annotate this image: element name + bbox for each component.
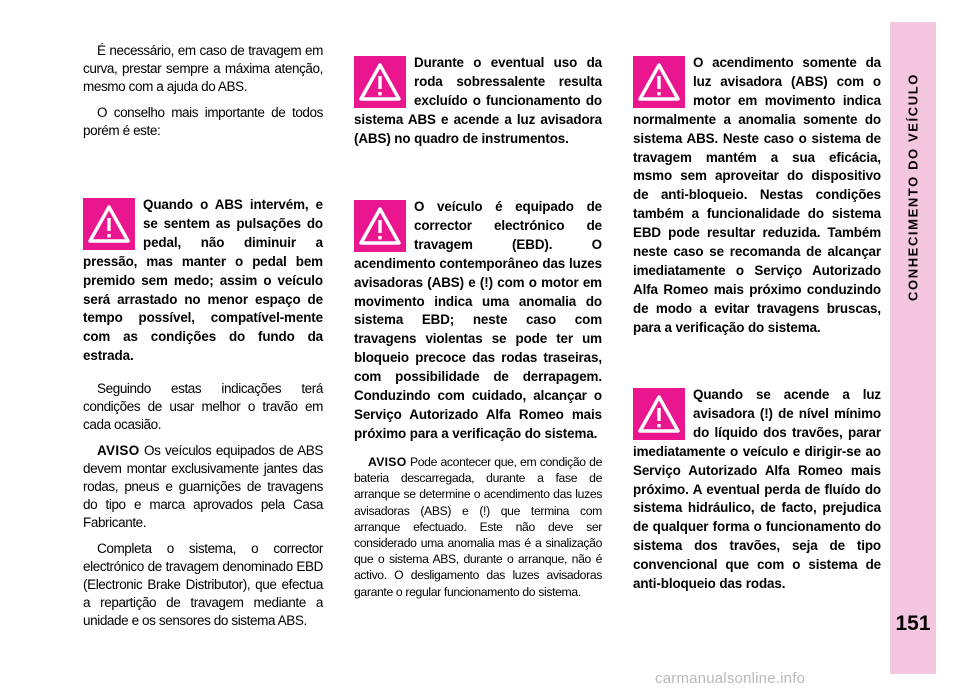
aviso-label: AVISO xyxy=(368,455,407,469)
aviso-text: Os veículos equipados de ABS devem montar exclusivamente jantes das rodas, pneus e guarnições de travagens do tipo e marca aprovados pela Casa Fabricante. xyxy=(83,443,323,530)
column-middle-lower xyxy=(354,454,602,608)
warning-box xyxy=(633,54,881,338)
warning-triangle-icon xyxy=(83,198,135,250)
aviso-label: AVISO xyxy=(97,443,140,458)
chapter-sidebar xyxy=(890,22,936,674)
warning-text: Durante o eventual uso da roda sobressalente resulta excluído o funcionamento do sistema ABS e acende a luz avisadora (ABS) no quadro de instrumentos. xyxy=(354,55,602,146)
warning-box xyxy=(354,198,602,444)
warning-triangle-icon xyxy=(633,56,685,108)
paragraph: O conselho mais importante de todos porém é este: xyxy=(83,105,323,138)
aviso-paragraph xyxy=(83,442,323,532)
column-left xyxy=(83,42,323,148)
warning-triangle-icon xyxy=(354,200,406,252)
page-number: 151 xyxy=(895,612,931,635)
warning-triangle-icon xyxy=(633,388,685,440)
paragraph: Seguindo estas indicações terá condições de usar melhor o travão em cada ocasião. xyxy=(83,381,323,432)
warning-text: O acendimento somente da luz avisadora (ABS) com o motor em movimento indica normalmente a anomalia somente do sistema ABS. Neste caso o sistema de travagem mantém a sua eficácia, msmo sem aproveitar do dispositivo de anti-bloqueio. Nestas condições também a funcionalidade do sistema EBD pode resultar reduzida. Também neste caso se recomanda de alcançar imediatamente o Serviço Autorizado Alfa Romeo mais próximo conduzindo de modo a evitar travagens bruscas, para a verificação do sistema. xyxy=(633,55,881,335)
paragraph: Completa o sistema, o corrector electrónico de travagem denominado EBD (Electronic Brake Distributor), que efectua a repartição de travagem mediante a unidade e os sensores do sistema ABS. xyxy=(83,541,323,628)
column-left-lower xyxy=(83,380,323,638)
warning-box xyxy=(354,54,602,149)
paragraph: É necessário, em caso de travagem em curva, prestar sempre a máxima atenção, mesmo com a ajuda do ABS. xyxy=(83,43,323,94)
watermark: carmanualsonline.info xyxy=(655,670,806,687)
warning-text: Quando o ABS intervém, e se sentem as pulsações do pedal, não diminuir a pressão, mas manter o pedal bem premido sem medo; assim o veículo será arrastado no menor espaço de tempo possível, compatível-mente com as condições do fundo da estrada. xyxy=(83,197,323,364)
warning-text: Quando se acende a luz avisadora (!) de nível mínimo do líquido dos travões, parar imediatamente o veículo e dirigir-se ao Serviço Autorizado Alfa Romeo mais próximo. A eventual perda de fluído do sistema hidráulico, de facto, prejudica de qualquer forma o funcionamento do sistema dos travões, seja de tipo convencional que com o sistema de anti-bloqueio das rodas. xyxy=(633,387,881,592)
chapter-title: CONHECIMENTO DO VEÍCULO xyxy=(905,73,921,301)
warning-box xyxy=(83,196,323,366)
warning-text: O veículo é equipado de corrector electrónico de travagem (EBD). O acendimento contemporâneo das luzes avisadoras (ABS) e (!) com o motor em movimento indica uma anomalia do sistema EBD; neste caso com travagens violentas se pode ter um bloqueio precoce das rodas traseiras, com possibilidade de derrapagem. Conduzindo com cuidado, alcançar o Serviço Autorizado Alfa Romeo mais próximo para a verificação do sistema. xyxy=(354,199,602,441)
warning-box xyxy=(633,386,881,594)
warning-triangle-icon xyxy=(354,56,406,108)
aviso-text: Pode acontecer que, em condição de bateria descarregada, durante a fase de arranque se determine o acendimento das luzes avisadoras (ABS) e (!) que termina com arranque efectuado. Este não deve ser considerado uma anomalia mas é a sinalização que o sistema ABS, durante o arranque, não é activo. O desligamento das luzes avisadoras garante o regular funcionamento do sistema. xyxy=(354,455,602,599)
aviso-paragraph xyxy=(354,454,602,600)
